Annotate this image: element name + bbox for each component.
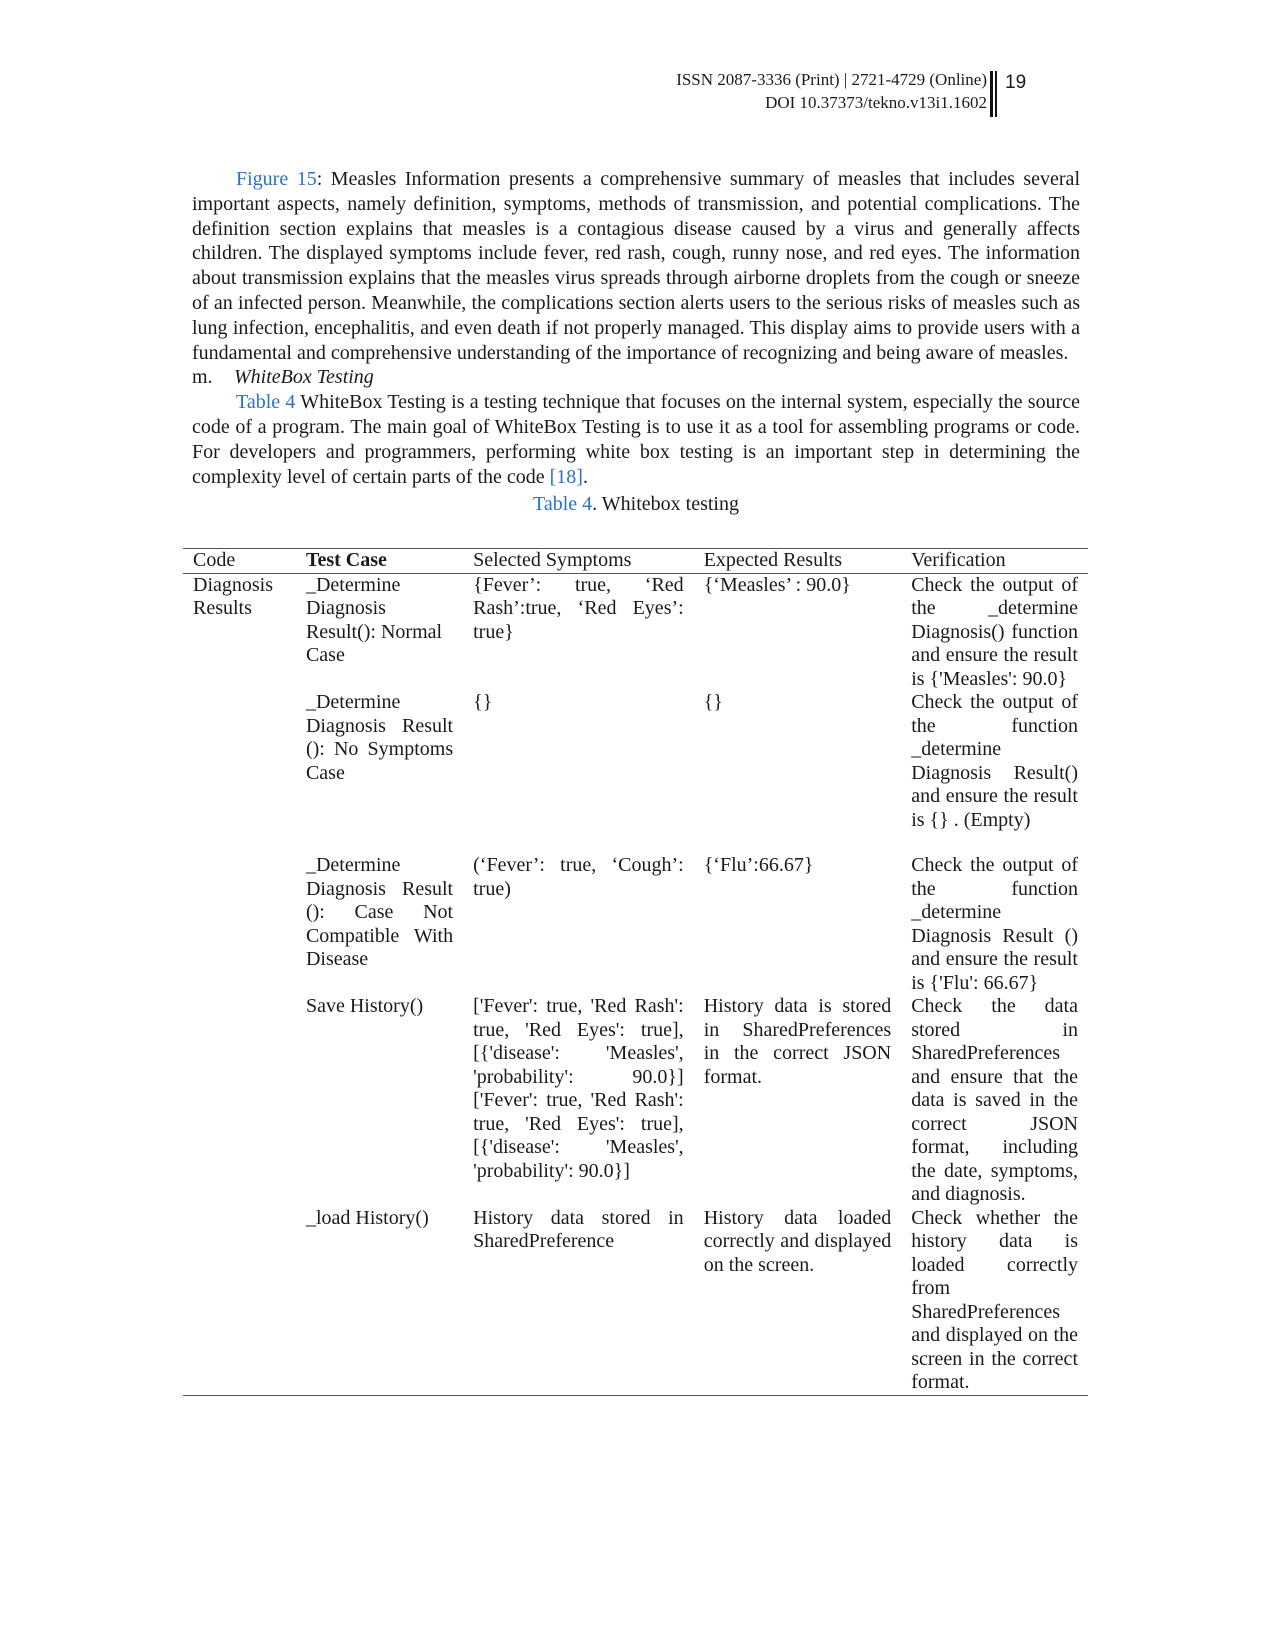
- table-row: [183, 573, 1088, 691]
- sentence-end: .: [582, 465, 588, 488]
- verification-cell: Check the output of the _determine Diagnosis() function and ensure the result is {'Measles': 90.0}: [911, 573, 1078, 690]
- paragraph-whitebox: [192, 390, 1080, 489]
- symptoms-cell: History data stored in SharedPreference: [473, 1206, 684, 1252]
- main-content: [192, 167, 1080, 516]
- section-title: WhiteBox Testing: [234, 366, 374, 389]
- table-row: [183, 1207, 1088, 1396]
- paragraph-text: : Measles Information presents a comprehensive summary of measles that includes several important aspects, namely definition, symptoms, methods of transmission, and potential complications. The definition section explains that measles is a contagious disease caused by a virus and generally affects children. The displayed symptoms include fever, red rash, cough, runny nose, and red eyes. The information about transmission explains that the measles virus spreads through airborne droplets from the cough or sneeze of an infected person. Meanwhile, the complications section alerts users to the serious risks of measles such as lung infection, encephalitis, and even death if not properly managed. This display aims to provide users with a fundamental and comprehensive understanding of the importance of recognizing and being aware of measles.: [192, 168, 1080, 364]
- test-case-cell: _Determine Diagnosis Result(): Normal Case: [305, 573, 443, 666]
- paragraph-measles-info: [192, 167, 1080, 365]
- caption-text: . Whitebox testing: [592, 493, 739, 516]
- test-case-cell: _Determine Diagnosis Result (): Case Not Compatible With Disease: [305, 854, 454, 970]
- expected-cell: {}: [703, 691, 723, 713]
- header-code: Code: [193, 549, 236, 571]
- header-divider: [990, 71, 997, 117]
- table-row: [183, 691, 1088, 832]
- table-caption: [192, 492, 1080, 516]
- code-cell: Diagnosis Results: [193, 573, 273, 619]
- expected-cell: {‘Measles’ : 90.0}: [703, 573, 851, 596]
- issn-line: ISSN 2087-3336 (Print) | 2721-4729 (Online): [676, 70, 987, 89]
- whitebox-table: [183, 548, 1088, 1396]
- code-cell-empty: [183, 691, 296, 832]
- expected-cell: {‘Flu’:66.67}: [703, 854, 814, 876]
- symptoms-cell: {Fever’: true, ‘Red Rash’:true, ‘Red Eyes’: true}: [473, 573, 684, 643]
- test-case-cell: Save History(): [305, 995, 424, 1017]
- verification-cell: Check whether the history data is loaded correctly from SharedPreferences and displayed on the screen in the correct format.: [911, 1206, 1078, 1393]
- section-heading: [192, 365, 1080, 390]
- symptoms-cell: (‘Fever’: true, ‘Cough’: true): [473, 854, 684, 900]
- verification-cell: Check the output of the function _determine Diagnosis Result () and ensure the result is {'Flu': 66.67}: [911, 854, 1078, 994]
- test-case-cell: _Determine Diagnosis Result (): No Symptoms Case: [305, 691, 454, 784]
- page-header: [0, 68, 1275, 120]
- caption-table-link[interactable]: Table 4: [533, 493, 593, 516]
- symptoms-cell: {}: [473, 691, 493, 713]
- paragraph-text: WhiteBox Testing is a testing technique that focuses on the internal system, especially the source code of a program. The main goal of WhiteBox Testing is to use it as a tool for assembling programs or code. For developers and programmers, performing white box testing is an important step in determining the complexity level of certain parts of the code: [192, 391, 1080, 488]
- test-case-cell: _load History(): [305, 1206, 429, 1229]
- doi-line: DOI 10.37373/tekno.v13i1.1602: [765, 93, 987, 112]
- page-number: 19: [1005, 72, 1027, 93]
- section-letter: m.: [192, 366, 213, 389]
- expected-cell: History data loaded correctly and displayed on the screen.: [703, 1206, 892, 1276]
- table-header-row: [183, 549, 1088, 574]
- header-test-case: Test Case: [305, 549, 387, 571]
- code-cell-empty: [183, 995, 296, 1207]
- code-cell-empty: [183, 1207, 296, 1396]
- figure-link[interactable]: Figure 15: [236, 168, 317, 190]
- verification-cell: Check the data stored in SharedPreferences and ensure that the data is saved in the correct JSON format, including the date, symptoms, and diagnosis.: [911, 995, 1078, 1205]
- journal-info: [676, 68, 987, 114]
- header-verification: Verification: [911, 549, 1006, 571]
- header-expected-results: Expected Results: [703, 549, 842, 571]
- table-row: [183, 832, 1088, 995]
- citation-link[interactable]: [18]: [549, 465, 583, 488]
- table-row: [183, 995, 1088, 1207]
- table-link[interactable]: Table 4: [236, 391, 296, 414]
- symptoms-cell: ['Fever': true, 'Red Rash': true, 'Red Eyes': true], [{'disease': 'Measles', 'probability': 90.0}] ['Fever': true, 'Red Rash': true, 'Red Eyes': true], [{'disease': 'Measles', 'probability': 90.0}]: [473, 995, 684, 1182]
- code-cell-empty: [183, 832, 296, 995]
- verification-cell: Check the output of the function _determine Diagnosis Result() and ensure the result is {} . (Empty): [911, 691, 1078, 831]
- expected-cell: History data is stored in SharedPreferences in the correct JSON format.: [703, 995, 892, 1088]
- header-selected-symptoms: Selected Symptoms: [473, 549, 632, 571]
